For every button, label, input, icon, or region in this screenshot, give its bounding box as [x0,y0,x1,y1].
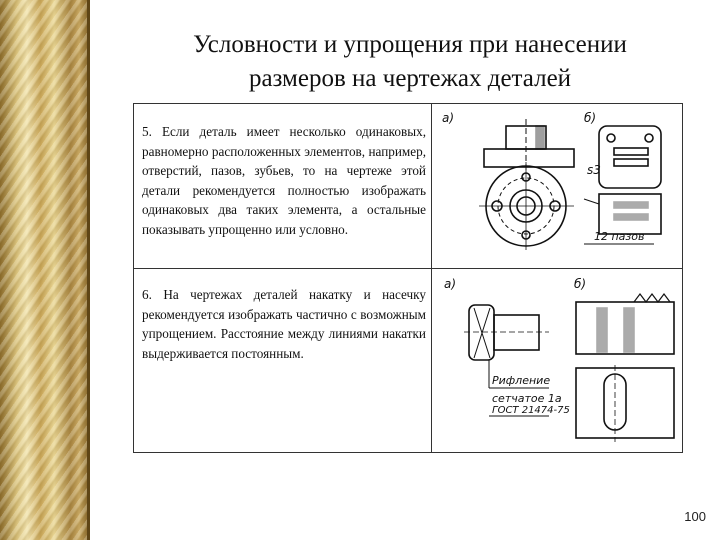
fig6-label-a: а) [444,277,457,291]
row-divider [134,268,682,269]
fig5-label-b: б) [584,111,597,125]
rule-5-drawing [434,104,680,266]
fig5-dim: s3 [587,163,601,177]
rule-6-text: 6. На чертежах деталей накатку и насечку рекомендуется изображать частично с возможным упрощением. Расстояние между линиями накатки выдерживается постоянным. [142,287,426,361]
slide-title [140,28,680,96]
gold-border [0,0,90,540]
fig6-note-line-1: Рифление [492,374,551,387]
rule-5-text: 5. Если деталь имеет несколько одинаковых, равномерно расположенных элементов, например, отверстий, пазов, зубьев, то на чертеже этой детали рекомендуется полностью изображать одинаковых два таких элемента, а остальные показывать упрощенно или условно. [142,124,426,237]
title-line-1: Условности и упрощения при нанесении [193,31,627,58]
rules-table [133,103,683,453]
title-line-2: размеров на чертежах деталей [248,65,572,92]
page-number: 100 [684,509,706,524]
column-divider [431,104,432,452]
fig5-note: 12 пазов [594,230,645,243]
fig6-note-line-2: сетчатое 1а [492,392,562,405]
rule-6-drawing [434,270,680,450]
fig6-label-b: б) [574,277,587,291]
fig6-note-line-3: ГОСТ 21474-75 [492,405,570,416]
fig5-label-a: а) [442,111,455,125]
